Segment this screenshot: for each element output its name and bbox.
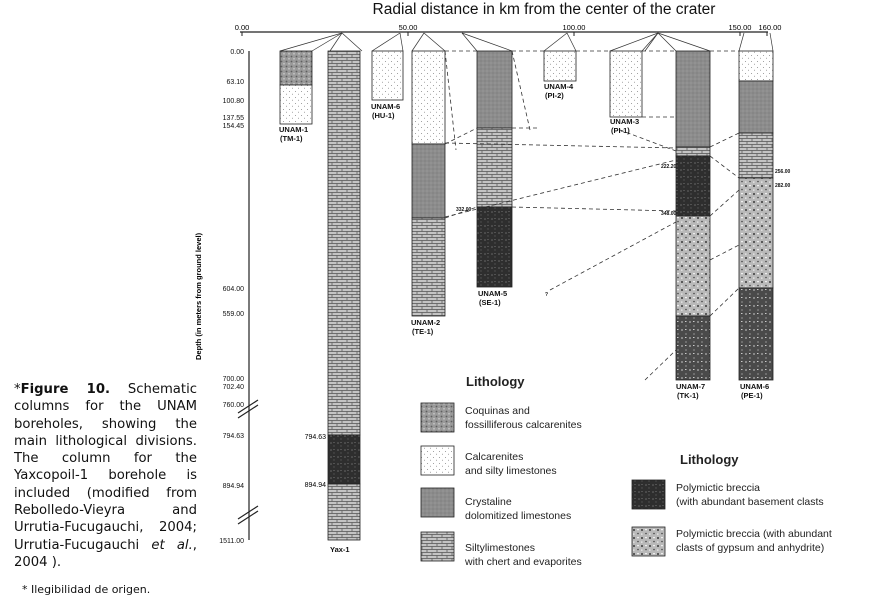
top-tick-150: 150.00 [728,23,752,32]
borehole-label-unam3: UNAM-3 [610,117,640,126]
small-depth-label: 222.20 [661,164,677,170]
legend-item-label: Polymictic breccia (with abundant [676,528,832,540]
depth-tick: 760.00 [222,402,244,409]
borehole-column-yax1 [328,51,360,540]
borehole-sub-label-unam3: (PI-1) [611,126,630,135]
legend-item-label: Coquinas and [465,405,530,417]
top-tick-100: 100.00 [562,23,586,32]
borehole-sub-label-unam6-hu1: (HU-1) [372,111,395,120]
borehole-column-unam3 [610,51,642,117]
legend-item-label: and silty limestones [465,465,557,477]
borehole-label-unam4: UNAM-4 [544,82,574,91]
legend-item-label: Calcarenites [465,451,524,463]
legend-title: Lithology [466,374,525,389]
figure-caption [14,381,197,571]
footnote: * Ilegibilidad de origen. [22,583,151,596]
borehole-column-unam5 [477,51,512,287]
borehole-sub-label-unam6-pe1: (PE-1) [741,391,763,400]
borehole-label-unam5: UNAM-5 [478,289,508,298]
top-tick-0: 0.00 [234,23,250,32]
legend-item-label: Siltylimestones [465,542,536,554]
borehole-label-unam1: UNAM-1 [279,125,309,134]
legend-title: Lithology [680,452,739,467]
diagram-title: Radial distance in km from the center of the crater [372,1,716,18]
legend-item-label: (with abundant basement clasts [676,496,824,508]
legend-item-label: with chert and evaporites [465,556,582,568]
small-depth-label: 282.00 [775,183,791,189]
borehole-label-unam6-pe1: UNAM-6 [740,382,770,391]
depth-tick: 604.00 [222,286,244,293]
legend-item-label: clasts of gypsum and anhydrite) [676,542,825,554]
borehole-column-unam7 [676,51,710,380]
borehole-label-unam6-hu1: UNAM-6 [371,102,401,111]
depth-tick: 702.40 [222,384,244,391]
depth-tick: 1511.00 [219,538,244,545]
borehole-column-unam6-hu1 [372,51,403,100]
legend-item-label: fossilliferous calcarenites [465,419,582,431]
depth-tick: 0.00 [230,49,244,56]
legend-item-label: Polymictic breccia [676,482,761,494]
legend-swatches [632,480,665,556]
caption-text: Schematic columns for the UNAM boreholes, showing the main lithological divisions. The column for the Yaxcopoil-1 borehole is included (modified from Rebolledo-Vieyra and Urrutia-Fucugauchi, 2004; Urrutia-Fucugauchi [14,382,197,553]
depth-axis-label: Depth (in meters from ground level) [194,232,203,360]
small-depth-label: ? [545,292,549,298]
yax-interval-label: 794.63 [304,434,326,441]
borehole-sub-label-unam5: (SE-1) [479,298,501,307]
borehole-column-unam4 [544,51,576,81]
caption-label: Figure 10. [20,382,111,397]
depth-tick: 63.10 [226,79,244,86]
top-tick-50: 50.00 [398,23,418,32]
yax-interval-label: 894.94 [304,482,326,489]
legend-swatches [421,403,454,561]
depth-tick: 137.55 [222,115,244,122]
borehole-column-unam6-pe1 [739,51,773,380]
depth-tick: 559.00 [222,311,244,318]
depth-tick: 100.80 [222,98,244,105]
axis-break-marks [238,400,258,524]
borehole-label-unam7: UNAM-7 [676,382,706,391]
borehole-column-unam2 [412,51,445,316]
depth-tick: 154.45 [222,123,244,130]
caption-star: * [14,382,21,397]
depth-tick: 700.00 [222,376,244,383]
top-tick-160: 160.00 [758,23,782,32]
borehole-sub-label-unam1: (TM-1) [280,134,303,143]
depth-tick: 894.94 [222,483,244,490]
borehole-label-yax1: Yax-1 [330,545,350,554]
caption-etal: et al. [151,537,193,553]
projection-lines [280,33,773,51]
borehole-sub-label-unam2: (TE-1) [412,327,434,336]
borehole-sub-label-unam4: (PI-2) [545,91,564,100]
borehole-sub-label-unam7: (TK-1) [677,391,699,400]
legend-item-label: Crystaline [465,496,512,508]
small-depth-label: 332.00 [456,207,472,213]
borehole-column-unam1 [280,51,312,124]
depth-tick: 794.63 [222,433,244,440]
caption-text-end: , 2004 ). [14,537,197,570]
small-depth-label: 256.00 [775,169,791,175]
legend-item-label: dolomitized limestones [465,510,572,522]
small-depth-label: 348.00 [661,211,677,217]
borehole-label-unam2: UNAM-2 [411,318,441,327]
